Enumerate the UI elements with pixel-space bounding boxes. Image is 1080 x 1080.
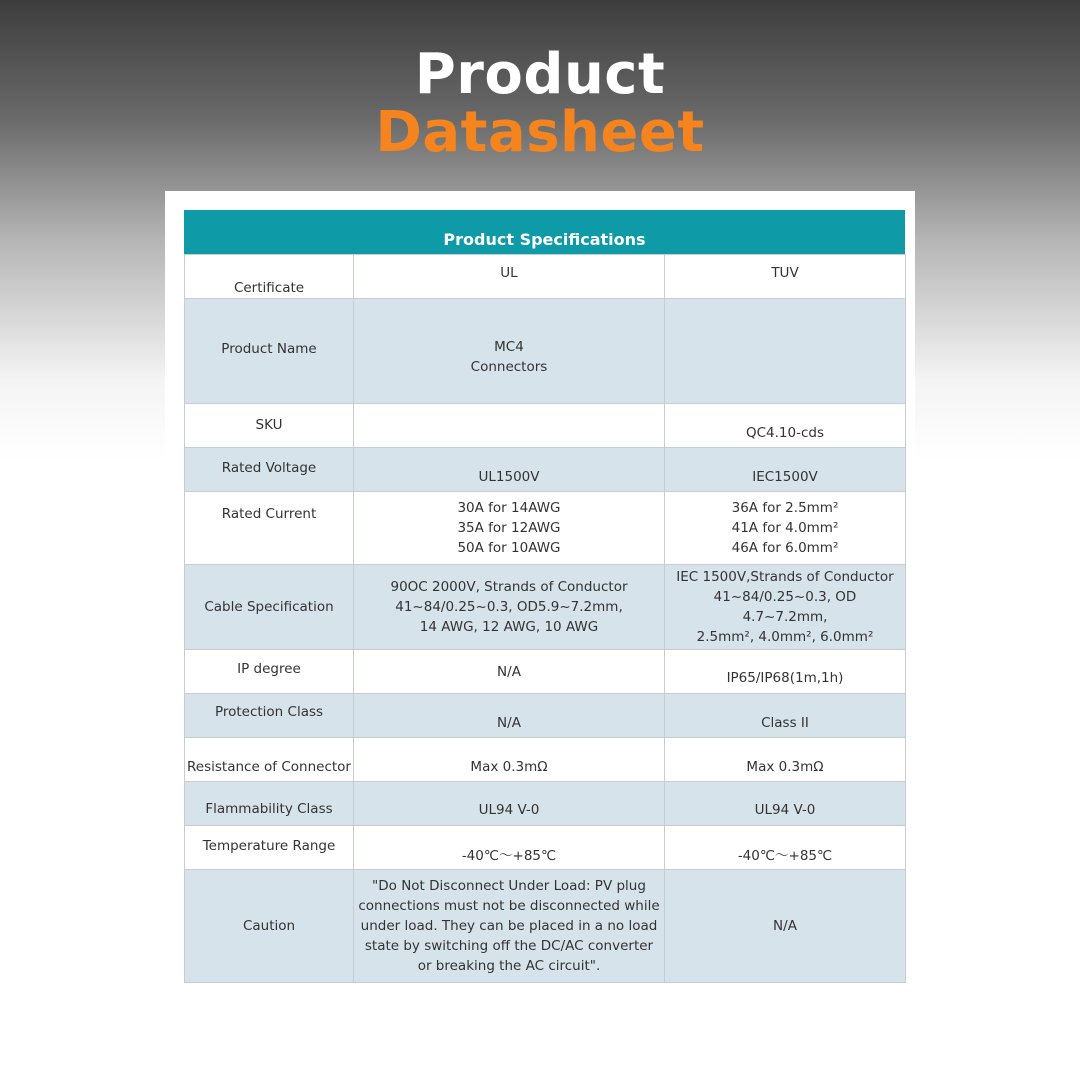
tuv-cell: Class II: [665, 694, 906, 738]
tuv-cell: TUV: [665, 255, 906, 299]
table-row-cable-specification: [185, 565, 906, 650]
row-label: Cable Specification: [185, 565, 354, 650]
table-row-flammability-class: [185, 782, 906, 826]
table-row-ip-degree: [185, 650, 906, 694]
table-row-rated-current: [185, 492, 906, 565]
ul-cell: MC4 Connectors: [354, 299, 665, 404]
tuv-cell: 36A for 2.5mm² 41A for 4.0mm² 46A for 6.0mm²: [665, 492, 906, 565]
heading-line-datasheet: Datasheet: [375, 100, 705, 165]
ul-cell: UL: [354, 255, 665, 299]
tuv-cell: Max 0.3mΩ: [665, 738, 906, 782]
ul-cell: UL94 V-0: [354, 782, 665, 826]
table-row-product-name: [185, 299, 906, 404]
spec-table-title: Product Specifications: [184, 210, 905, 254]
tuv-cell: IEC 1500V,Strands of Conductor 41~84/0.25~0.3, OD 4.7~7.2mm, 2.5mm², 4.0mm², 6.0mm²: [665, 565, 906, 650]
tuv-cell: N/A: [665, 870, 906, 983]
ul-cell: 90OC 2000V, Strands of Conductor 41~84/0.25~0.3, OD5.9~7.2mm, 14 AWG, 12 AWG, 10 AWG: [354, 565, 665, 650]
row-label: Protection Class: [185, 694, 354, 738]
spec-table: [184, 254, 906, 983]
spec-card: [165, 191, 915, 991]
table-row-protection-class: [185, 694, 906, 738]
heading-line-product: Product: [414, 42, 666, 107]
row-label: Rated Current: [185, 492, 354, 565]
table-row-certificate: [185, 255, 906, 299]
tuv-cell: [665, 299, 906, 404]
spec-table-wrapper: [184, 210, 905, 983]
table-row-sku: [185, 404, 906, 448]
ul-cell: N/A: [354, 650, 665, 694]
ul-cell: -40℃～+85℃: [354, 826, 665, 870]
row-label: Product Name: [185, 299, 354, 404]
row-label: Temperature Range: [185, 826, 354, 870]
table-row-caution: [185, 870, 906, 983]
table-row-resistance-of-connector: [185, 738, 906, 782]
row-label: Certificate: [185, 255, 354, 299]
table-row-temperature-range: [185, 826, 906, 870]
row-label: Rated Voltage: [185, 448, 354, 492]
row-label: IP degree: [185, 650, 354, 694]
ul-cell: "Do Not Disconnect Under Load: PV plug connections must not be disconnected while under load. They can be placed in a no load state by switching off the DC/AC converter or breaking the AC circuit".: [354, 870, 665, 983]
row-label: Caution: [185, 870, 354, 983]
tuv-cell: UL94 V-0: [665, 782, 906, 826]
row-label: Flammability Class: [185, 782, 354, 826]
row-label: SKU: [185, 404, 354, 448]
ul-cell: N/A: [354, 694, 665, 738]
tuv-cell: IEC1500V: [665, 448, 906, 492]
table-row-rated-voltage: [185, 448, 906, 492]
row-label: Resistance of Connector: [185, 738, 354, 782]
tuv-cell: -40℃～+85℃: [665, 826, 906, 870]
ul-cell: UL1500V: [354, 448, 665, 492]
tuv-cell: QC4.10-cds: [665, 404, 906, 448]
ul-cell: Max 0.3mΩ: [354, 738, 665, 782]
tuv-cell: IP65/IP68(1m,1h): [665, 650, 906, 694]
ul-cell: [354, 404, 665, 448]
datasheet-heading: [0, 42, 1080, 165]
ul-cell: 30A for 14AWG 35A for 12AWG 50A for 10AWG: [354, 492, 665, 565]
